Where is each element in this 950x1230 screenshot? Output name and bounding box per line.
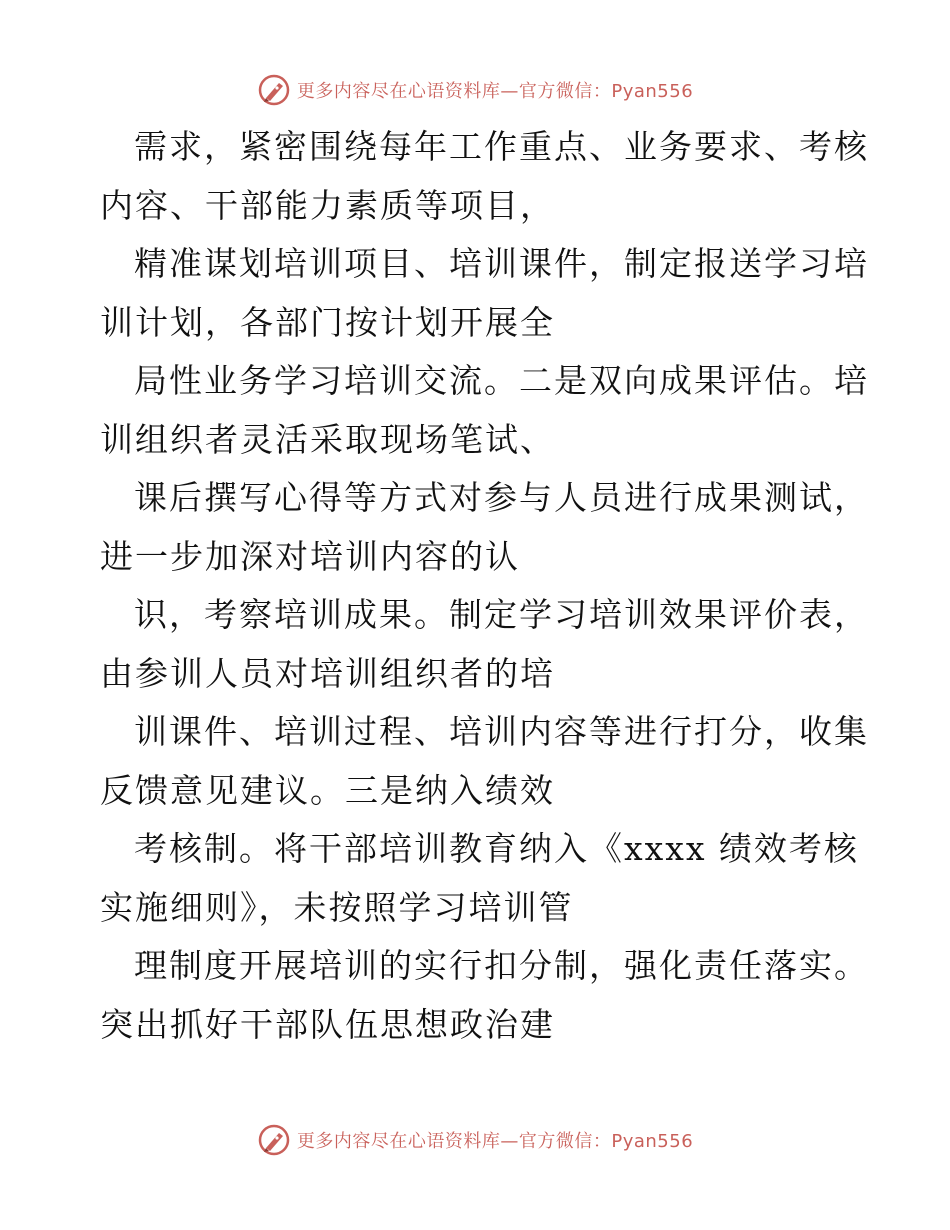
pen-nib-logo-icon bbox=[257, 1123, 291, 1157]
paragraph-line: 进一步加深对培训内容的认 bbox=[100, 536, 520, 576]
paragraph-line: 内容、干部能力素质等项目， bbox=[100, 185, 555, 225]
watermark-text: 更多内容尽在心语资料库—官方微信：Pyan556 bbox=[296, 1131, 694, 1152]
pen-nib-logo-icon bbox=[257, 73, 291, 107]
paragraph-line: 考核制。将干部培训教育纳入《xxxx 绩效考核 bbox=[134, 829, 859, 868]
paragraph-line: 精准谋划培训项目、培训课件，制定报送学习培 bbox=[134, 244, 869, 283]
paragraph-line: 识，考察培训成果。制定学习培训效果评价表， bbox=[134, 595, 869, 634]
header-watermark bbox=[0, 70, 950, 110]
paragraph-line: 局性业务学习培训交流。二是双向成果评估。培 bbox=[134, 361, 869, 400]
paragraph-line: 训组织者灵活采取现场笔试、 bbox=[100, 419, 555, 459]
footer-watermark bbox=[0, 1120, 950, 1160]
document-body bbox=[100, 118, 869, 1054]
paragraph-line: 实施细则》，未按照学习培训管 bbox=[100, 887, 574, 927]
paragraph-line: 反馈意见建议。三是纳入绩效 bbox=[100, 770, 555, 810]
paragraph-line: 突出抓好干部队伍思想政治建 bbox=[100, 1004, 555, 1044]
paragraph-line: 理制度开展培训的实行扣分制，强化责任落实。 bbox=[134, 946, 869, 985]
watermark-text: 更多内容尽在心语资料库—官方微信：Pyan556 bbox=[296, 81, 694, 102]
paragraph-line: 训计划，各部门按计划开展全 bbox=[100, 302, 555, 342]
paragraph-line: 由参训人员对培训组织者的培 bbox=[100, 653, 555, 693]
paragraph-line: 训课件、培训过程、培训内容等进行打分，收集 bbox=[134, 712, 869, 751]
paragraph-line: 需求，紧密围绕每年工作重点、业务要求、考核 bbox=[134, 127, 869, 166]
paragraph-line: 课后撰写心得等方式对参与人员进行成果测试， bbox=[134, 478, 869, 517]
